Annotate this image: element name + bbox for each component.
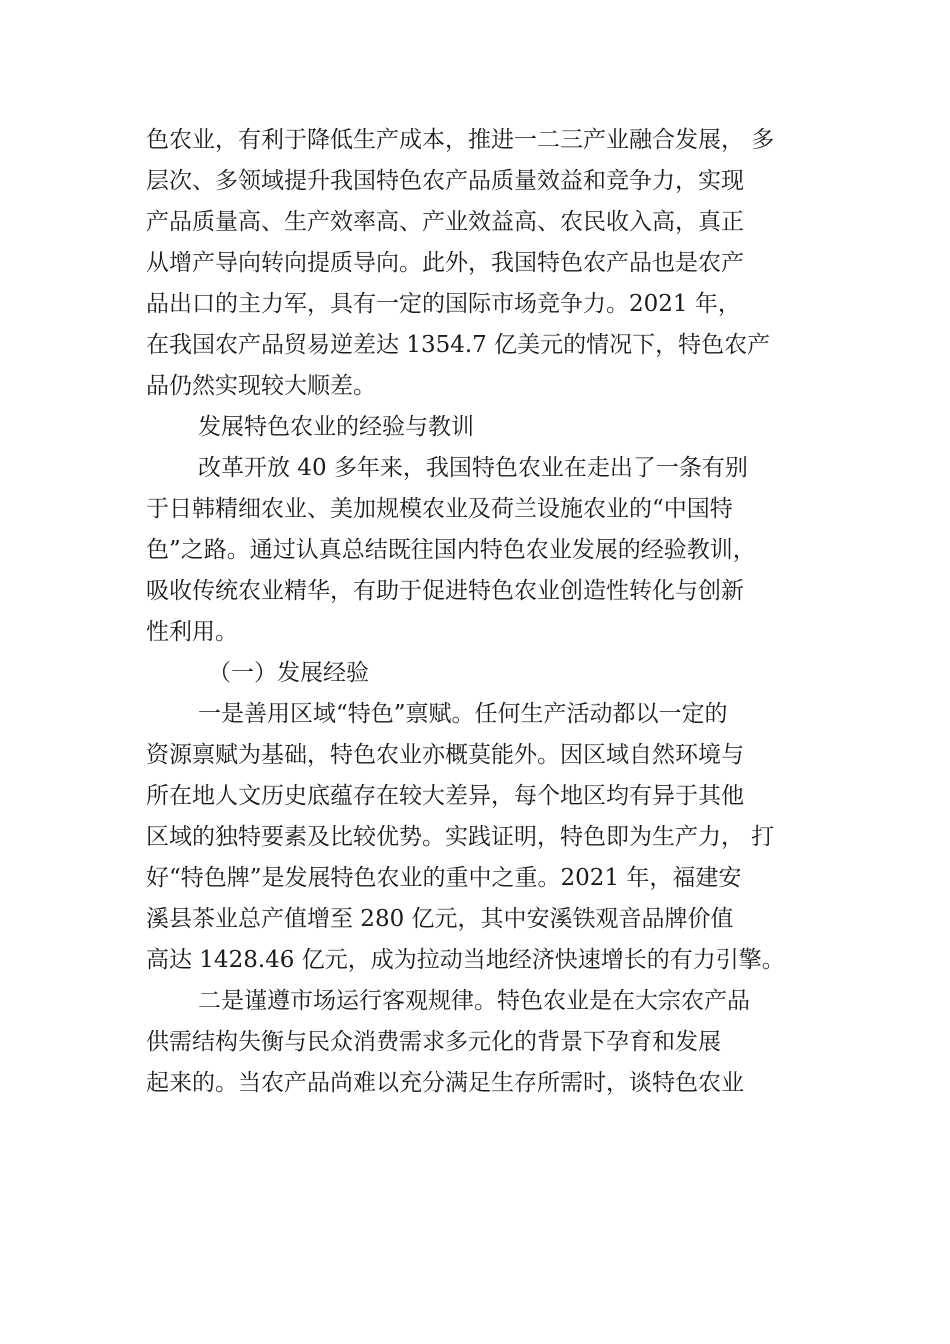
text-line: 资源禀赋为基础，特色农业亦概莫能外。因区域自然环境与	[146, 742, 744, 768]
paragraph-continuation	[146, 120, 836, 407]
text-line: 溪县茶业总产值增至 280 亿元，其中安溪铁观音品牌价值	[146, 906, 734, 932]
text-line: 色农业，有利于降低生产成本，推进一二三产业融合发展， 多	[146, 127, 775, 153]
text-line: 好“特色牌”是发展特色农业的重中之重。2021 年，福建安	[146, 865, 742, 891]
text-line: 高达 1428.46 亿元，成为拉动当地经济快速增长的有力引擎。	[146, 947, 785, 973]
paragraph	[146, 694, 836, 981]
text-line: 于日韩精细农业、美加规模农业及荷兰设施农业的“中国特	[146, 496, 733, 522]
text-line: 层次、多领域提升我国特色农产品质量效益和竞争力，实现	[146, 168, 744, 194]
section-heading	[146, 407, 836, 448]
text-line: 产品质量高、生产效率高、产业效益高、农民收入高，真正	[146, 209, 744, 235]
paragraph	[146, 981, 836, 1104]
paragraph	[146, 448, 836, 653]
text-line: 从增产导向转向提质导向。此外，我国特色农产品也是农产	[146, 250, 744, 276]
text-line: 二是谨遵市场运行客观规律。特色农业是在大宗农产品	[198, 988, 750, 1014]
text-line: 品仍然实现较大顺差。	[146, 373, 376, 399]
text-line: 起来的。当农产品尚难以充分满足生存所需时，谈特色农业	[146, 1070, 744, 1096]
subsection-heading	[146, 653, 836, 694]
text-line: 改革开放 40 多年来，我国特色农业在走出了一条有别	[198, 455, 748, 481]
text-line: 一是善用区域“特色”禀赋。任何生产活动都以一定的	[198, 701, 728, 727]
text-line: 性利用。	[146, 619, 238, 645]
text-line: 品出口的主力军，具有一定的国际市场竞争力。2021 年，	[146, 291, 741, 317]
text-line: 区域的独特要素及比较优势。实践证明，特色即为生产力， 打	[146, 824, 775, 850]
text-line: 供需结构失衡与民众消费需求多元化的背景下孕育和发展	[146, 1029, 721, 1055]
text-line: 吸收传统农业精华，有助于促进特色农业创造性转化与创新	[146, 578, 744, 604]
subsection-heading-text: （一）发展经验	[208, 660, 369, 686]
text-line: 在我国农产品贸易逆差达 1354.7 亿美元的情况下，特色农产	[146, 332, 771, 358]
text-line: 色”之路。通过认真总结既往国内特色农业发展的经验教训，	[146, 537, 756, 563]
document-body	[146, 120, 836, 1104]
text-line: 所在地人文历史底蕴存在较大差异，每个地区均有异于其他	[146, 783, 744, 809]
section-heading-text: 发展特色农业的经验与教训	[198, 414, 474, 440]
